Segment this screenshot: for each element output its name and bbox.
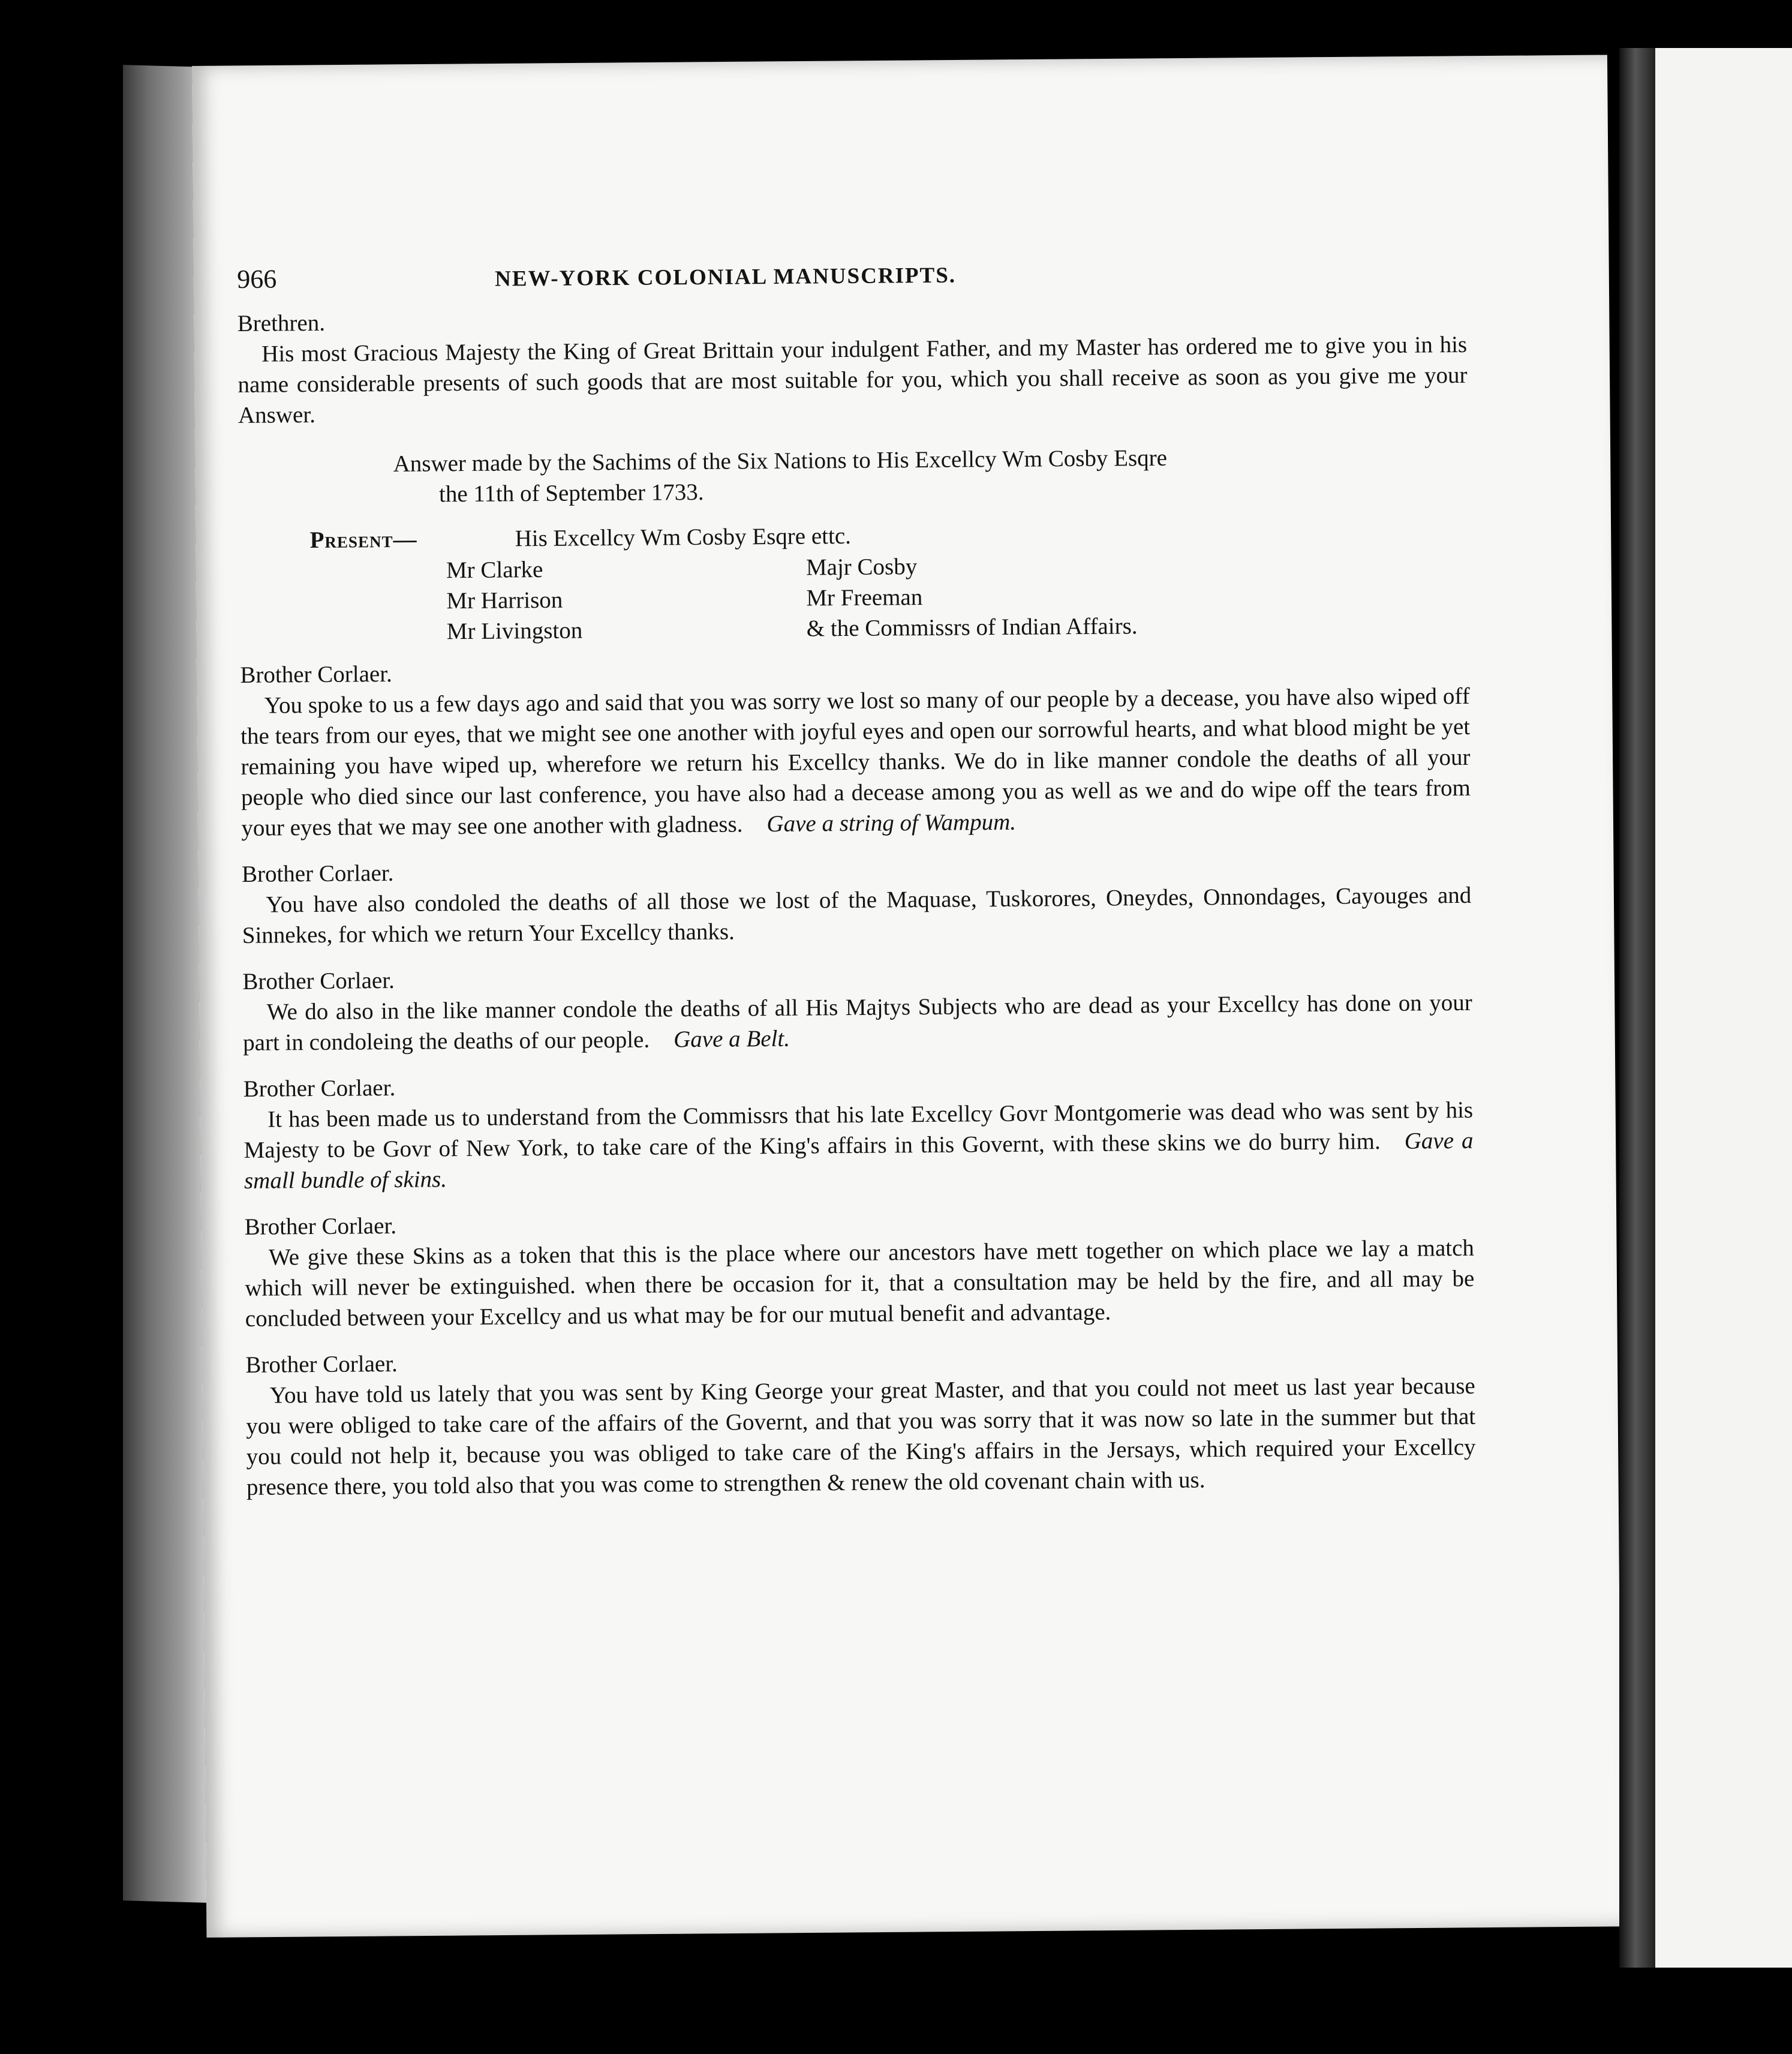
attendee: Majr Cosby	[805, 554, 918, 581]
present-column-right	[806, 549, 1138, 644]
book-gutter	[1619, 48, 1655, 1968]
section-salutation: Brother Corlaer.	[240, 660, 392, 688]
section-body: It has been made us to understand from the Commissrs that his late Excellcy Govr Montgomerie was dead who was sent by his Majesty to be Govr of New York, to take care of the King's affairs in this Governt, with these skins we do burry him.	[243, 1097, 1474, 1163]
section-paragraph	[242, 880, 1472, 951]
answer-heading	[393, 442, 1293, 510]
section-body: You have told us lately that you was sent by King George your great Master, and that you could not meet us last year because you were obliged to take care of the affairs of the Governt, and that you was sorry that it was now so late in the summer but that you could not help it, because you was obliged to take care of the King's affairs in the Jersays, which required your Excellcy presence there, you told also that you was come to strengthen & renew the old covenant chain with us.	[246, 1373, 1476, 1500]
present-label: Present—	[309, 526, 417, 554]
section-note: Gave a string of Wampum.	[766, 809, 1017, 837]
section-body: We do also in the like manner condole the deaths of all His Majtys Subjects who are dead as your Excellcy has done on your part in condoleing the deaths of our people.	[243, 989, 1472, 1056]
opening-paragraph: His most Gracious Majesty the King of Great Brittain your indulgent Father, and my Master has ordered me to give you in his name considerable presents of such goods that are most suitable for you, which you shall receive as soon as you give me your Answer.	[237, 331, 1468, 428]
section-body: We give these Skins as a token that this is the place where our ancestors have mett together on which place we lay a match which will never be extinguished. when there be occasion for it, that a consultation may be held by the fire, and all may be concluded between your Excellcy and us what may be for our mutual benefit and advantage.	[245, 1235, 1475, 1332]
attendee: Mr Harrison	[446, 587, 563, 614]
attendee: & the Commissrs of Indian Affairs.	[806, 613, 1138, 642]
speech-section	[240, 650, 1471, 843]
attendee: Mr Livingston	[446, 617, 583, 645]
section-salutation: Brother Corlaer.	[242, 967, 395, 995]
running-title: NEW-YORK COLONIAL MANUSCRIPTS.	[495, 263, 957, 292]
section-paragraph	[240, 681, 1471, 843]
section-note: Gave a small bundle of skins.	[243, 1127, 1474, 1194]
page-content	[237, 254, 1476, 1503]
section-paragraph	[243, 1095, 1474, 1196]
answer-heading-line-1: Answer made by the Sachims of the Six Nations to His Excellcy Wm Cosby Esqre	[393, 445, 1168, 477]
section-salutation: Brother Corlaer.	[245, 1350, 398, 1378]
section-paragraph	[243, 987, 1473, 1058]
section-body: You spoke to us a few days ago and said that you was sorry we lost so many of our people by a decease, you have also wiped off the tears from our eyes, that we might see one another with joyful eyes and open our sorrowful hearts, and what blood might be yet remaining you have wiped up, wherefore we return his Excellcy thanks. We do in like manner condole the deaths of all your people who died since our last conference, you have also had a decease among you as well as we and do wipe off the tears from your eyes that we may see one another with gladness.	[240, 683, 1471, 841]
opening-salutation: Brethren.	[237, 310, 326, 337]
speech-section	[244, 1202, 1475, 1334]
section-salutation: Brother Corlaer.	[244, 1212, 397, 1240]
page-number: 966	[237, 264, 277, 294]
speech-section	[242, 849, 1472, 951]
speech-section	[243, 1064, 1474, 1196]
section-salutation: Brother Corlaer.	[243, 1074, 396, 1102]
section-paragraph	[245, 1233, 1475, 1334]
speech-section	[242, 957, 1472, 1058]
present-governor: His Excellcy Wm Cosby Esqre ettc.	[515, 522, 852, 552]
section-paragraph	[246, 1371, 1477, 1503]
answer-heading-line-2: the 11th of September 1733.	[438, 479, 704, 508]
attendee: Mr Freeman	[806, 584, 923, 611]
section-salutation: Brother Corlaer.	[241, 860, 394, 887]
speech-section	[245, 1340, 1476, 1503]
facing-page	[1655, 48, 1792, 1968]
present-column-left	[446, 554, 583, 647]
present-list	[239, 511, 1469, 644]
section-body: You have also condoled the deaths of all those we lost of the Maquase, Tuskorores, Oneydes, Onnondages, Cayouges and Sinnekes, for which we return Your Excellcy thanks.	[242, 882, 1472, 948]
attendee: Mr Clarke	[446, 557, 543, 584]
section-note: Gave a Belt.	[673, 1025, 790, 1053]
